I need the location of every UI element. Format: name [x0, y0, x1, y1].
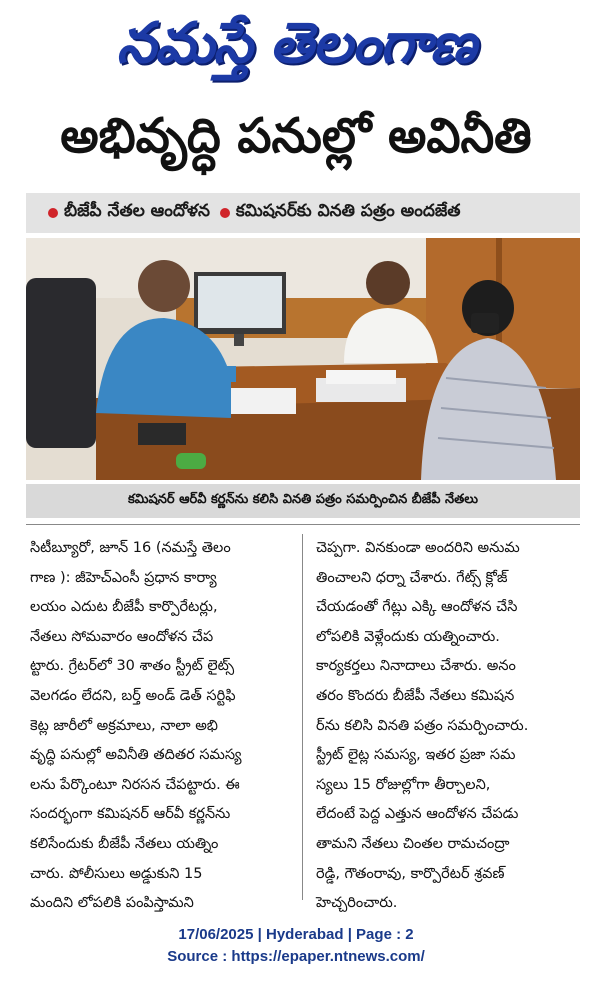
article-column-left [30, 534, 298, 919]
red-bullet-icon [220, 208, 230, 218]
masthead-title: నమస్తే తెలంగాణ [116, 10, 476, 76]
subheadline-item [48, 201, 210, 225]
article-column-right [316, 534, 584, 919]
footer-date-edition: 17/06/2025 | Hyderabad | Page : 2 [178, 926, 414, 943]
newspaper-masthead [0, 0, 592, 86]
divider-line [26, 524, 580, 525]
photo-caption-bar [26, 484, 580, 518]
red-bullet-icon [48, 208, 58, 218]
footer-source-link[interactable]: Source : https://epaper.ntnews.com/ [167, 948, 425, 965]
subheadline-bar [26, 193, 580, 233]
article-headline: అభివృద్ధి పనుల్లో అవినీతి [60, 108, 532, 164]
article-photo [26, 238, 580, 480]
column-divider [302, 534, 303, 900]
subheadline-text: బీజేపీ నేతల ఆందోళన [64, 201, 210, 221]
subheadline-item [220, 201, 461, 225]
article-body-text: చెప్పగా. వినకుండా అందరిని అనుమ తించాలని ధర్నా చేశారు. గేట్స్ క్లోజ్ చేయడంతో గేట్లు ఎక్కి ఆందోళన చేసి లోపలికి వెళ్లేందుకు యత్నించారు. కార్యకర్తలు నినాదాలు చేశారు. అనం తరం కొందరు బీజేపీ నేతలు కమిషన ర్‌ను కలిసి వినతి పత్రం సమర్పించారు. స్ట్రీట్ లైట్ల సమస్య, ఇతర ప్రజా సమ స్యలు 15 రోజుల్లోగా తీర్చాలని, లేదంటే పెద్ద ఎత్తున ఆందోళన చేపడు తామని నేతలు చింతల రామచంద్రా రెడ్డి, గౌతంరావు, కార్పొరేటర్ శ్రవణ్ హెచ్చరించారు. [316, 540, 529, 912]
subheadline-text: కమిషనర్‌కు వినతి పత్రం అందజేత [235, 201, 461, 221]
photo-caption: కమిషనర్ ఆర్‌వీ కర్ణన్‌ను కలిసి వినతి పత్రం సమర్పించిన బీజేపీ నేతలు [127, 492, 479, 507]
article-body-text: సిటీబ్యూరో, జూన్ 16 (నమస్తే తెలం గాణ ): జీహెచ్ఎంసీ ప్రధాన కార్యా లయం ఎదుట బీజేపీ కార్పొరేటర్లు, నేతలు సోమవారం ఆందోళన చేప ట్టారు. గ్రేటర్‌లో 30 శాతం స్ట్రీట్ లైట్స్ వెలగడం లేదని, బర్త్ అండ్ డెత్ సర్టిఫి కెట్ల జారీలో అక్రమాలు, నాలా అభి వృద్ధి పనుల్లో అవినీతి తదితర సమస్య లను పేర్కొంటూ నిరసన చేపట్టారు. ఈ సందర్భంగా కమిషనర్ ఆర్‌వీ కర్ణన్‌ను కలిసేందుకు బీజేపీ నేతలు యత్నిం చారు. పోలీసులు అడ్డుకుని 15 మందిని లోపలికి పంపిస్తామని [30, 540, 242, 912]
office-meeting-photo [26, 238, 580, 480]
